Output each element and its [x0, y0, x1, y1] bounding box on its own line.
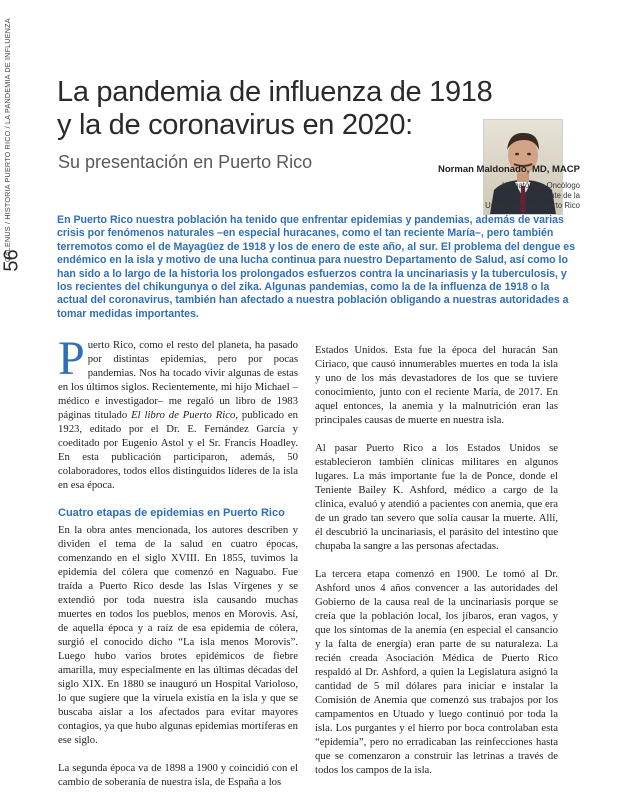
body-paragraph: La segunda época va de 1898 a 1900 y coincidió con el cambio de soberanía de nuestra isla, de España a los [58, 762, 298, 788]
body-paragraph [58, 332, 298, 492]
title-line-2: y la de coronavirus en 2020: [57, 109, 413, 141]
body-paragraph: En la obra antes mencionada, los autores describen y dividen el tema de la salud en cuatro épocas, comenzando en el siglo XVIII. En 1855, tuvimos la epidemia del cólera que comenzó en Naguabo. Fue traída a Puerto Rico desde las Islas Vírgenes y se extendió por toda nuestra isla causando muchas muertes en todos los pueblos, menos en Morovis. Así, de aquella época y a raíz de esa epidemia de cólera, surgió el conocido dicho “La isla menos Morovis”. Luego hubo varios brotes epidémicos de fiebre amarilla, muy especialmente en las últimas décadas del siglo XIX. En 1880 se inauguró un Hospital Varioloso, lo que sugiere que la viruela existía en la isla y que se buscaba aislar a los afectados para evitar mayores contagios, ya que hubo algunas epidemias mortíferas en ese siglo. [58, 524, 298, 746]
side-strip [0, 0, 24, 802]
author-name: Norman Maldonado, MD, MACP [438, 164, 580, 175]
body-paragraph: Al pasar Puerto Rico a los Estados Unidos se establecieron también clínicas militares en algunos lugares. La más importante fue la de Ponce, donde el Teniente Bailey K. Ashford, médico a cargo de la clínica, evaluó y atendió a pacientes con anemia, que era de un grado tan severo que solía causar la muerte. Allí, él descubrió la uncinariasis, el parásito del intestino que chupaba la sangre a las personas afectadas. [315, 442, 558, 552]
section-heading: Cuatro etapas de epidemias en Puerto Rico [58, 507, 285, 519]
column-left [58, 332, 298, 789]
paragraph-text: , publicado en 1923, editado por el Dr. E. Fernández García y coeditado por Eugenio Astol y el Sr. Francis Hoadley. En esta publicación participaron, además, 50 colaboradores, todos ellos distinguidos líderes de la isla en esa época. [58, 409, 298, 491]
article-title [57, 76, 497, 142]
running-head: GALENUS / HISTORIA PUERTO RICO / LA PANDEMIA DE INFLUENZA [3, 18, 12, 262]
lead-paragraph: En Puerto Rico nuestra población ha tenido que enfrentar epidemias y pandemias, además de varias crisis por fenómenos naturales –en especial huracanes, como el tan reciente María–, pero también terremotos como el de Mayagüez de 1918 y los de enero de este año, al sur. El problema del dengue es endémico en la isla y motivo de una lucha continua para nuestro Departamento de Salud, así como lo han sido a lo largo de la historia los prolongados esfuerzos contra la uncinariasis y la tuberculosis, y los recientes del chikungunya o del zika. Algunas pandemias, como la de la influenza de 1918 o la actual del coronavirus, también han afectado a nuestra población obligando a nuestras autoridades a tomar medidas importantes. [57, 214, 576, 320]
article-subtitle: Su presentación en Puerto Rico [58, 152, 313, 172]
column-right [315, 343, 558, 777]
book-title: El libro de Puerto Rico [131, 409, 236, 421]
author-affiliation-line: Ex Presidente de la [512, 191, 580, 200]
title-line-1: La pandemia de influenza de 1918 [57, 76, 493, 108]
author-affiliation-line: Universidad de Puerto Rico [485, 201, 580, 210]
drop-cap: P [58, 332, 85, 385]
author-affiliation [485, 181, 580, 211]
body-paragraph: Estados Unidos. Esta fue la época del huracán San Ciriaco, que causó innumerables muertes en toda la isla y uno de los más devastadores de los que se tuviere conocimiento, junto con el reciente María, de 2017. En aquel entonces, la anemia y la malnutrición eran las principales causas de muerte en nuestra isla. [315, 344, 558, 426]
author-affiliation-line: Hematólogo-Oncólogo [501, 181, 580, 190]
paragraph-text: uerto Rico, como el resto del planeta, ha pasado por distintas epidemias, pero por pocas pandemias. Nos ha tocado vivir algunas de estas en los últimos siglos. Recientemente, mi hijo Michael –médico e investigador– me regaló un libro de 1983 páginas titulado [58, 339, 298, 421]
page-number [0, 240, 24, 280]
page-number-text: 56 [0, 248, 23, 272]
body-paragraph: La tercera etapa comenzó en 1900. Le tomó al Dr. Ashford unos 4 años convencer a las autoridades del Gobierno de la causa real de la uncinariasis porque se creía que la población local, los jíbaros, eran vagos, y que los síntomas de la anemia (en especial el cansancio y la falta de energía) eran parte de su naturaleza. La recién creada Asociación Médica de Puerto Rico respaldó al Dr. Ashford, a quien la Legislatura asignó la cantidad de 5 mil dólares para iniciar e instalar la Comisión de Anemia que comenzó sus trabajos por los campamentos en Utuado y luego continuó por toda la isla. Los purgantes y el hierro por boca controlaban esta “epidemia”, pero no erradicaban las reinfecciones hasta que se comenzaron a construir las letrinas a través de todos los campos de la isla. [315, 568, 558, 776]
